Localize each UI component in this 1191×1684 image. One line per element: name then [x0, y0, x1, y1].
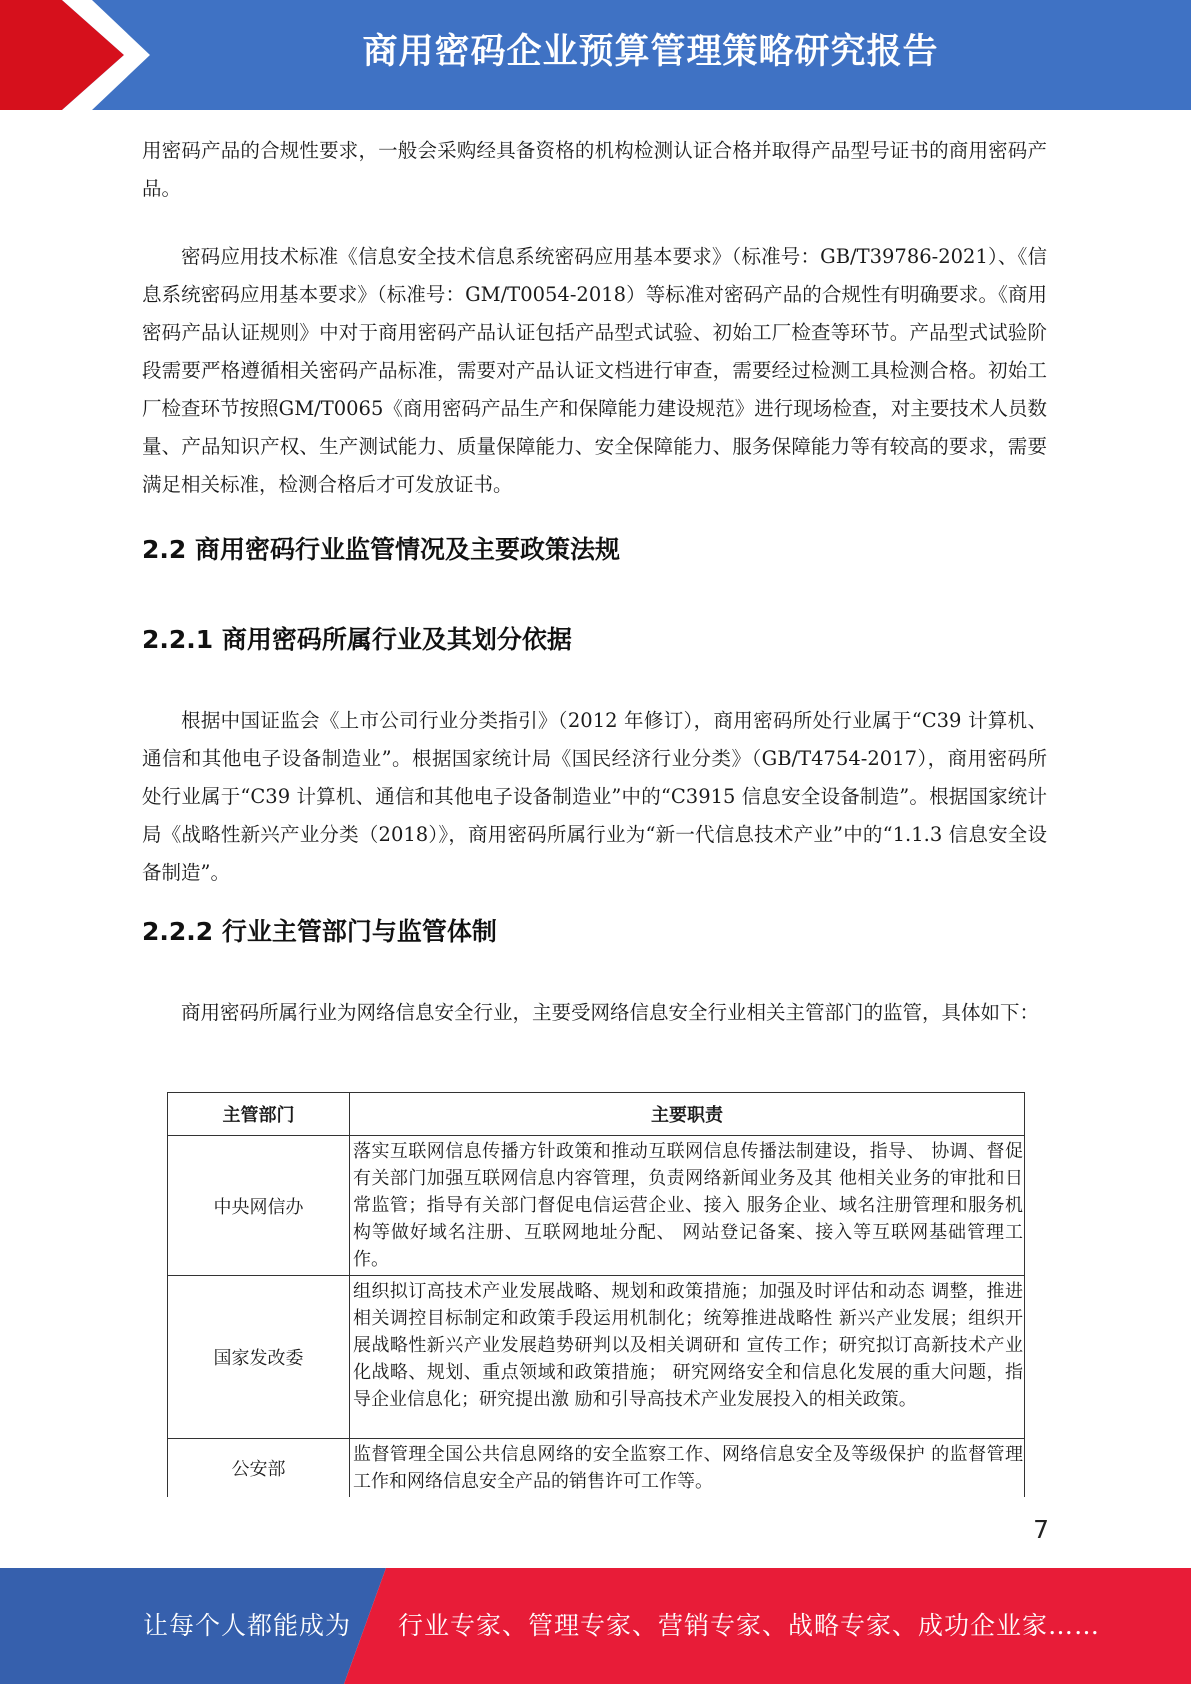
table-header-row [168, 1093, 1025, 1136]
column-header-department: 主管部门 [168, 1093, 350, 1136]
section-heading-2-2-1: 2.2.1 商用密码所属行业及其划分依据 [142, 625, 572, 654]
paragraph-industry-classification: 根据中国证监会《上市公司行业分类指引》（2012 年修订），商用密码所处行业属于“C39 计算机、通信和其他电子设备制造业”。根据国家统计局《国民经济行业分类》（GB/T4754-2017），商用密码所处行业属于“C39 计算机、通信和其他电子设备制造业”中的“C3915 信息安全设备制造”。根据国家统计局《战略性新兴产业分类（2018）》，商用密码所属行业为“新一代信息技术产业”中的“1.1.3 信息安全设备制造”。 [142, 709, 1047, 884]
footer-slogan-right: 行业专家、管理专家、营销专家、战略专家、成功企业家…… [398, 1611, 1101, 1640]
page-header [0, 0, 1191, 110]
paragraph-regulators-intro: 商用密码所属行业为网络信息安全行业，主要受网络信息安全行业相关主管部门的监管，具体如下： [181, 1001, 1040, 1024]
column-header-duties: 主要职责 [350, 1093, 1025, 1136]
paragraph-compliance: 用密码产品的合规性要求，一般会采购经具备资格的机构检测认证合格并取得产品型号证书的商用密码产品。 [142, 139, 1047, 200]
section-heading-2-2: 2.2 商用密码行业监管情况及主要政策法规 [142, 535, 620, 564]
table-row [168, 1439, 1025, 1498]
table-row [168, 1136, 1025, 1276]
table-row [168, 1276, 1025, 1439]
department-cell: 公安部 [168, 1439, 350, 1498]
duty-cell: 组织拟订高技术产业发展战略、规划和政策措施；加强及时评估和动态 调整，推进相关调控目标制定和政策手段运用机制化；统筹推进战略性 新兴产业发展；组织开展战略性新兴产业发展趋势研判以及相关调研和 宣传工作；研究拟订高新技术产业化战略、规划、重点领域和政策措施； 研究网络安全和信息化发展的重大问题，指导企业信息化；研究提出激 励和引导高技术产业发展投入的相关政策。 [350, 1276, 1025, 1439]
report-title: 商用密码企业预算管理策略研究报告 [362, 32, 939, 72]
duty-cell: 监督管理全国公共信息网络的安全监察工作、网络信息安全及等级保护 的监督管理工作和网络信息安全产品的销售许可工作等。 [350, 1439, 1025, 1498]
department-cell: 中央网信办 [168, 1136, 350, 1276]
section-heading-2-2-2: 2.2.2 行业主管部门与监管体制 [142, 917, 497, 946]
duty-cell: 落实互联网信息传播方针政策和推动互联网信息传播法制建设，指导、 协调、督促有关部门加强互联网信息内容管理，负责网络新闻业务及其 他相关业务的审批和日常监管；指导有关部门督促电信运营企业、接入 服务企业、域名注册管理和服务机构等做好域名注册、互联网地址分配、 网站登记备案、接入等互联网基础管理工作。 [350, 1136, 1025, 1276]
page-number: 7 [1033, 1515, 1049, 1544]
footer-slogan-left: 让每个人都能成为 [143, 1611, 352, 1640]
paragraph-standards: 密码应用技术标准《信息安全技术信息系统密码应用基本要求》（标准号：GB/T39786-2021）、《信息系统密码应用基本要求》（标准号：GM/T0054-2018）等标准对密码产品的合规性有明确要求。《商用密码产品认证规则》中对于商用密码产品认证包括产品型式试验、初始工厂检查等环节。产品型式试验阶段需要严格遵循相关密码产品标准，需要对产品认证文档进行审查，需要经过检测工具检测合格。初始工厂检查环节按照GM/T0065《商用密码产品生产和保障能力建设规范》进行现场检查，对主要技术人员数量、产品知识产权、生产测试能力、质量保障能力、安全保障能力、服务保障能力等有较高的要求，需要满足相关标准，检测合格后才可发放证书。 [142, 245, 1047, 496]
department-cell: 国家发改委 [168, 1276, 350, 1439]
main-content [142, 132, 1047, 1032]
regulator-duties-table [167, 1092, 1025, 1497]
page-footer [0, 1568, 1191, 1684]
